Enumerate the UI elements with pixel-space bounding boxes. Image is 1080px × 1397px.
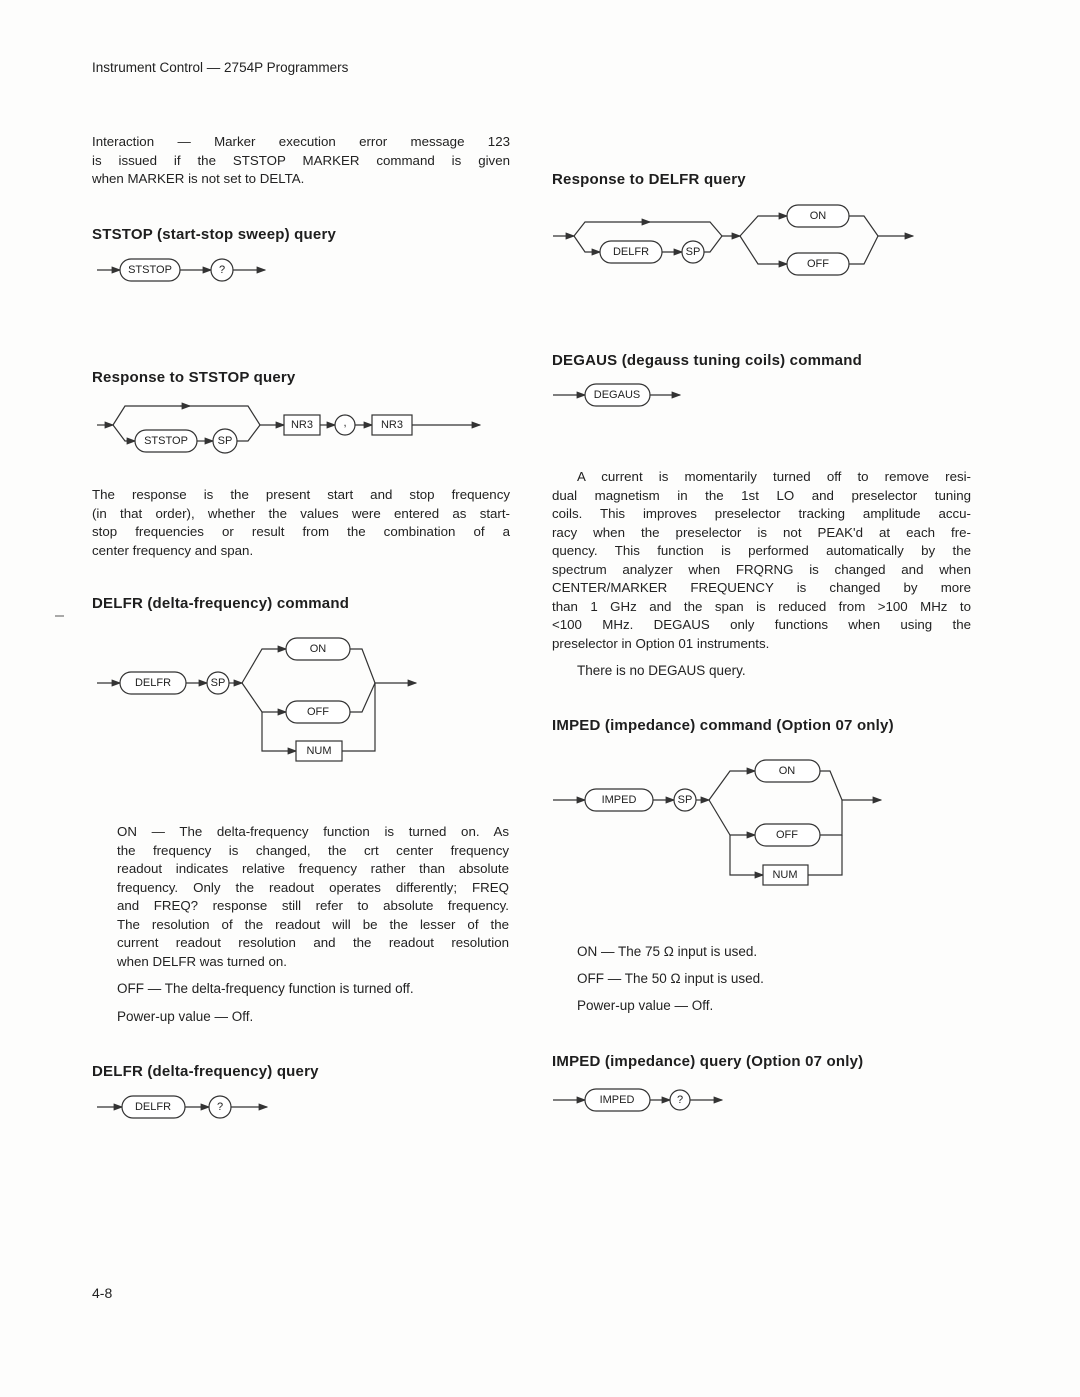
line: when DELFR was turned on. [117,953,287,969]
nr3-box: NR3 [290,419,314,431]
off-option: OFF [307,706,329,718]
line: readout indicates relative frequency rather than absolute [117,861,509,876]
delfr-query-diagram [97,1096,267,1118]
line: center frequency and span. [92,542,254,558]
running-header: Instrument Control — 2754P Programmers [92,60,349,75]
imped-keyword: IMPED [599,1094,635,1106]
line: The resolution of the readout will be the lesser of the [117,916,509,932]
line: current readout resolution and the readout resolution [117,935,509,950]
degaus-no-query-text: There is no DEGAUS query. [577,663,746,678]
comma-symbol: , [343,417,347,429]
line: CENTER/MARKER FREQUENCY is changed by more [552,580,971,595]
question-symbol: ? [218,264,226,276]
space-symbol: SP [685,246,701,258]
line: stop frequencies or result from the combination of a [92,524,510,539]
line: Interaction — Marker execution error message 123 [92,134,510,149]
question-symbol: ? [676,1094,684,1106]
on-option: ON [309,643,327,655]
delfr-command-heading: DELFR (delta-frequency) command [92,595,350,612]
line: A current is momentarily turned off to remove resi- [577,469,971,484]
off-option: OFF [776,829,798,841]
on-option: ON [778,765,796,777]
delfr-query-heading: DELFR (delta-frequency) query [92,1063,319,1080]
line: The response is the present start and stop frequency [92,487,510,502]
line: preselector in Option 01 instruments. [552,635,770,651]
num-option: NUM [772,869,798,881]
space-symbol: SP [217,435,233,447]
line: racy when the preselector is not PEAK'd at each fre- [552,524,971,540]
delfr-keyword: DELFR [134,1101,172,1113]
off-option: OFF [807,258,829,270]
ststop-response-heading: Response to STSTOP query [92,369,296,386]
line: ON — The delta-frequency function is turned on. As [117,824,509,839]
line: coils. This improves preselector tracking amplitude accu- [552,506,971,521]
imped-command-heading: IMPED (impedance) command (Option 07 only) [552,717,894,734]
delfr-command-diagram [97,638,416,761]
line: and FREQ? response still refer to absolute frequency. [117,898,509,913]
imped-off-text: OFF — The 50 Ω input is used. [577,971,764,986]
ststop-response-diagram [97,406,480,453]
delfr-keyword: DELFR [134,677,172,689]
line: the frequency is changed, the crt center frequency [117,842,509,858]
ststop-query-heading: STSTOP (start-stop sweep) query [92,226,337,243]
ststop-keyword: STSTOP [144,435,188,447]
delfr-off-text: OFF — The delta-frequency function is turned off. [117,981,414,996]
space-symbol: SP [210,677,226,689]
ststop-query-diagram [97,259,265,281]
line: when MARKER is not set to DELTA. [92,171,305,186]
delfr-response-diagram [553,205,913,275]
imped-powerup-text: Power-up value — Off. [577,998,714,1013]
line: (in that order), whether the values were entered as start- [92,505,510,521]
degaus-keyword: DEGAUS [593,389,641,401]
line: <100 MHz. DEGAUS only functions when using the [552,617,971,632]
imped-query-heading: IMPED (impedance) query (Option 07 only) [552,1053,864,1070]
line: spectrum analyzer when FRQRNG is changed and when [552,561,971,577]
degaus-heading: DEGAUS (degauss tuning coils) command [552,352,862,369]
delfr-keyword: DELFR [612,246,650,258]
space-symbol: SP [677,794,693,806]
imped-keyword: IMPED [601,794,637,806]
line: than 1 GHz and the span is reduced from >100 MHz to [552,598,971,614]
line: is issued if the STSTOP MARKER command is given [92,152,510,168]
delfr-powerup-text: Power-up value — Off. [117,1009,254,1024]
imped-on-text: ON — The 75 Ω input is used. [577,944,758,959]
num-option: NUM [306,745,332,757]
degaus-diagram [553,384,680,406]
on-option: ON [809,210,827,222]
ststop-keyword: STSTOP [128,264,172,276]
line: frequency. Only the readout operates differently; FREQ [117,879,509,895]
nr3-box: NR3 [380,419,404,431]
question-symbol: ? [216,1101,224,1113]
imped-command-diagram [553,760,881,885]
imped-query-diagram [553,1089,722,1111]
page-number: 4-8 [92,1285,113,1301]
line: dual magnetism in the 1st LO and preselector tuning [552,487,971,503]
line: quency. This function is performed automatically by the [552,543,971,558]
delfr-response-heading: Response to DELFR query [552,171,746,188]
